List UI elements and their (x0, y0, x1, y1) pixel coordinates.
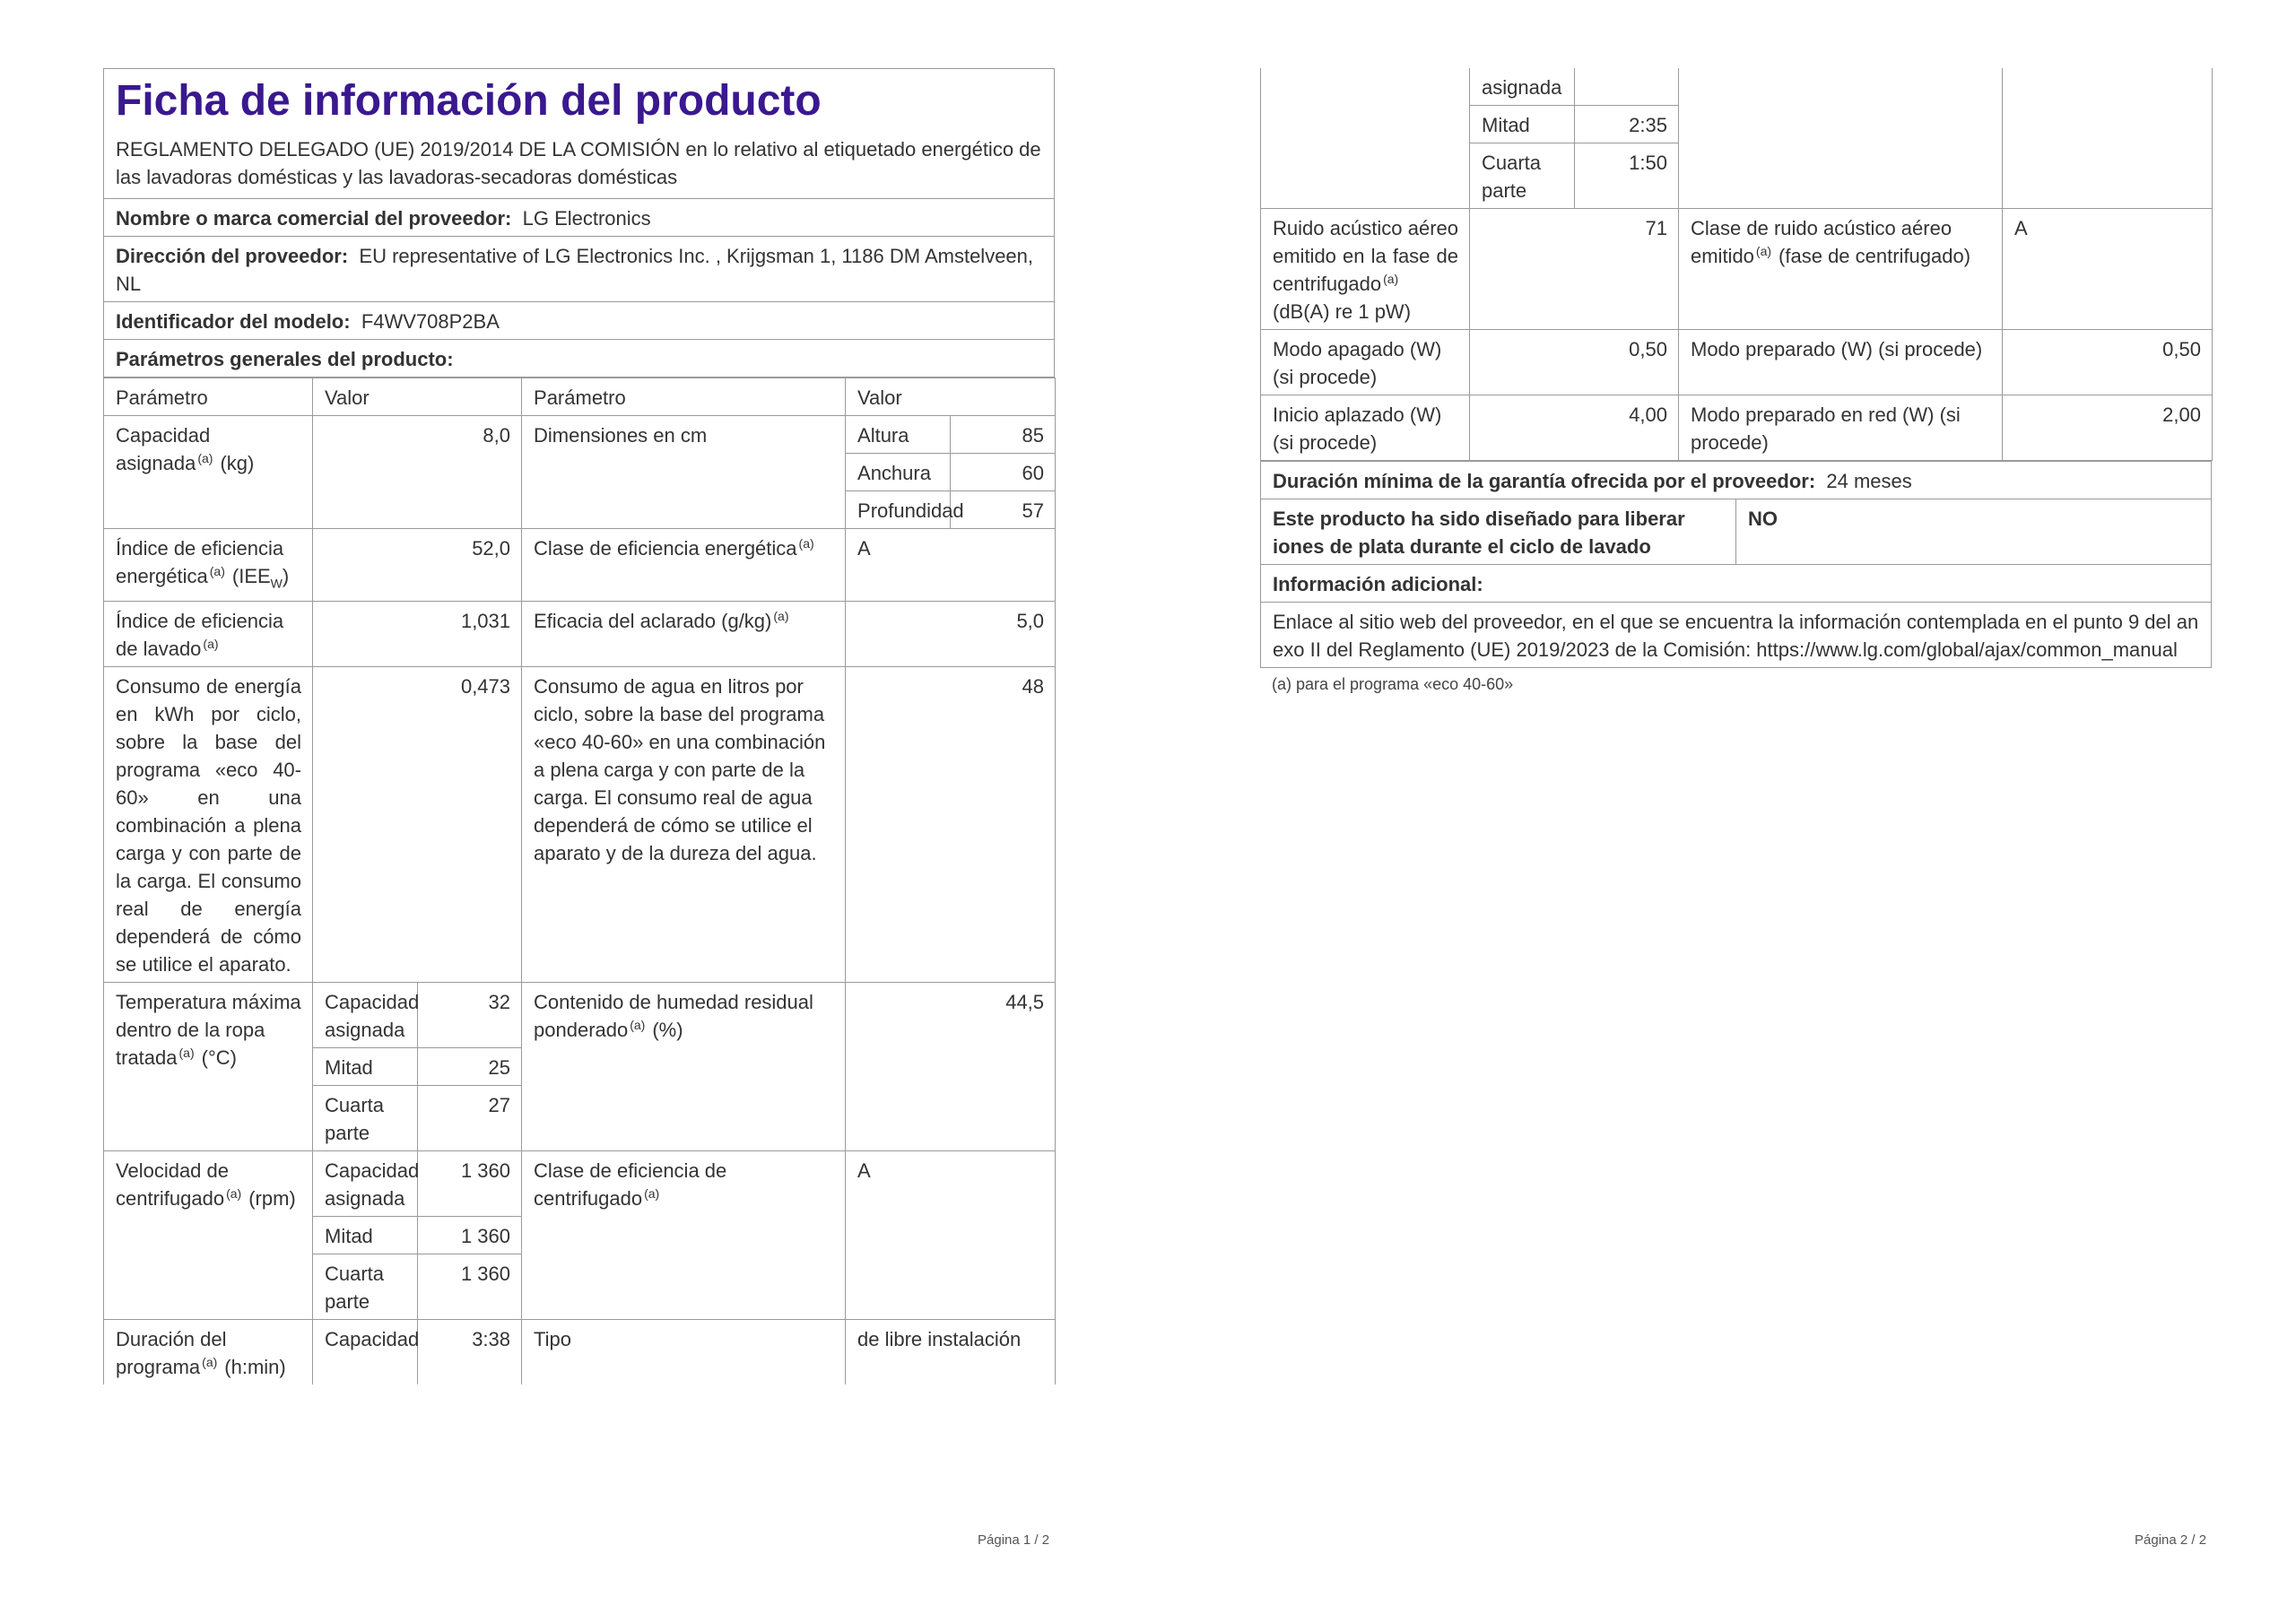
footnote-mark: (a) (197, 451, 213, 465)
noise-class-unit: (fase de centrifugado) (1779, 245, 1971, 267)
page-number-1: Página 1 / 2 (978, 1532, 1050, 1548)
water-consumption-value: 48 (846, 667, 1056, 983)
rinse-value: 5,0 (846, 602, 1056, 667)
temp-half-value: 25 (418, 1048, 522, 1086)
eei-label-cell (104, 529, 313, 602)
network-standby-label: Modo preparado en red (W) (si procede) (1679, 395, 2003, 461)
info-table (1260, 461, 2212, 668)
width-value: 60 (951, 454, 1056, 491)
depth-value: 57 (951, 491, 1056, 529)
capacity-label-cell (104, 416, 313, 529)
duration-load-full-rest: asignada (1470, 68, 1575, 106)
duration-continued-label (1261, 68, 1470, 209)
duration-full-value: 3:38 (418, 1320, 522, 1385)
title-cell (104, 69, 1055, 199)
depth-label: Profundidad (846, 491, 951, 529)
silver-ions-value: NO (1736, 499, 2212, 565)
capacity-unit: (kg) (220, 452, 255, 474)
footnote-mark: (a) (226, 1186, 242, 1202)
off-mode-value: 0,50 (1470, 330, 1679, 395)
type-continued-label (1679, 68, 2003, 209)
noise-class-value: A (2003, 209, 2213, 330)
wash-index-label-cell (104, 602, 313, 667)
col-param: Parámetro (104, 378, 313, 416)
page-number-2: Página 2 / 2 (2135, 1532, 2207, 1548)
spin-label-cell (104, 1151, 313, 1320)
type-continued-value (2003, 68, 2213, 209)
footnote-mark: (a) (773, 609, 789, 624)
energy-class-label: Clase de eficiencia energética (534, 537, 797, 560)
footnote-mark: (a) (1383, 272, 1399, 286)
warranty-label: Duración mínima de la garantía ofrecida por el proveedor: (1273, 470, 1816, 492)
energy-class-value: A (846, 529, 1056, 602)
capacity-value: 8,0 (313, 416, 522, 529)
temp-load-half: Mitad (313, 1048, 418, 1086)
rinse-label: Eficacia del aclarado (g/kg) (534, 610, 772, 633)
spin-class-value: A (846, 1151, 1056, 1320)
temp-load-full: Capacidad asignada (313, 983, 418, 1048)
spin-load-full: Capacidad asignada (313, 1151, 418, 1217)
model-label: Identificador del modelo: (116, 310, 351, 333)
noise-label-cell (1261, 209, 1470, 330)
general-params-heading: Parámetros generales del producto: (104, 340, 1055, 378)
eei-unit-close: ) (282, 565, 290, 587)
continued-params-table (1260, 68, 2213, 461)
noise-value: 71 (1470, 209, 1679, 330)
noise-class-label-cell (1679, 209, 2003, 330)
spin-quarter-value: 1 360 (418, 1254, 522, 1320)
spin-unit: (rpm) (248, 1187, 296, 1211)
moisture-unit: (%) (652, 1019, 683, 1042)
header-table (103, 68, 1055, 378)
page-1 (103, 68, 1055, 1384)
spin-class-label: Clase de eficiencia de centrifugado (534, 1159, 727, 1211)
eei-unit-sub: W (270, 576, 283, 591)
additional-info-text: Enlace al sitio web del proveedor, en el que se encuentra la información contemplada en el punto 9 del anexo II del Reglamento (UE) 2019/2023 de la Comisión: https://www.lg.com/global/ajax/common_manual (1261, 603, 2212, 668)
col-param-2: Parámetro (522, 378, 846, 416)
wash-index-label: Índice de eficiencia de lavado (116, 610, 284, 661)
duration-load-full-partial: Capacidad (313, 1320, 418, 1385)
spin-load-half: Mitad (313, 1217, 418, 1254)
temp-full-value: 32 (418, 983, 522, 1048)
type-label: Tipo (522, 1320, 846, 1385)
additional-info-heading: Información adicional: (1261, 565, 2212, 603)
footnote-mark: (a) (630, 1018, 646, 1033)
params-table (103, 378, 1056, 1384)
supplier-name-value: LG Electronics (522, 207, 651, 230)
temp-quarter-value: 27 (418, 1086, 522, 1151)
model-row (104, 302, 1055, 340)
duration-quarter-value: 1:50 (1575, 143, 1679, 209)
footnote-mark: (a) (798, 536, 814, 551)
supplier-name-label: Nombre o marca comercial del proveedor: (116, 207, 512, 230)
warranty-row (1261, 462, 2212, 499)
silver-ions-label: Este producto ha sido diseñado para liberar iones de plata durante el ciclo de lavado (1261, 499, 1736, 565)
footnote-mark: (a) (209, 564, 225, 578)
wash-index-value: 1,031 (313, 602, 522, 667)
page-title: Ficha de información del producto (116, 77, 822, 125)
height-value: 85 (951, 416, 1056, 454)
energy-consumption-value: 0,473 (313, 667, 522, 983)
standby-label: Modo preparado (W) (si procede) (1679, 330, 2003, 395)
spin-label: Velocidad de centrifugado (116, 1159, 229, 1211)
supplier-address-row (104, 237, 1055, 302)
noise-label: Ruido acústico aéreo emitido en la fase de centrifugado (1273, 217, 1458, 295)
standby-value: 0,50 (2003, 330, 2213, 395)
capacity-label: Capacidad asignada (116, 424, 211, 474)
delay-start-value: 4,00 (1470, 395, 1679, 461)
eei-label: Índice de eficiencia energética (116, 537, 284, 587)
params-header-row (104, 378, 1056, 416)
temperature-label: Temperatura máxima dentro de la ropa tratada (116, 991, 301, 1070)
supplier-address-label: Dirección del proveedor: (116, 245, 349, 267)
footnote-mark: (a) (1755, 244, 1772, 258)
duration-full-continued (1575, 68, 1679, 106)
footnote-mark: (a) (203, 637, 219, 652)
footnote-mark: (a) (178, 1046, 195, 1061)
energy-class-label-cell (522, 529, 846, 602)
spin-half-value: 1 360 (418, 1217, 522, 1254)
duration-label-cell (104, 1320, 313, 1385)
dimensions-label: Dimensiones en cm (522, 416, 846, 529)
footnote: (a) para el programa «eco 40-60» (1272, 675, 1514, 693)
duration-load-half: Mitad (1470, 106, 1575, 143)
temp-load-quarter: Cuarta parte (313, 1086, 418, 1151)
spin-load-quarter: Cuarta parte (313, 1254, 418, 1320)
network-standby-value: 2,00 (2003, 395, 2213, 461)
eei-unit: (IEE (231, 565, 271, 587)
duration-half-value: 2:35 (1575, 106, 1679, 143)
noise-unit: (dB(A) re 1 pW) (1273, 300, 1412, 323)
temperature-unit: (°C) (201, 1046, 237, 1070)
col-value-2: Valor (846, 378, 1056, 416)
water-consumption-label: Consumo de agua en litros por ciclo, sobre la base del programa «eco 40-60» en una combinación a plena carga y con parte de la carga. El consumo real de agua dependerá de cómo se utilice el aparato y de la dureza del agua. (522, 667, 846, 983)
delay-start-label: Inicio aplazado (W) (si procede) (1261, 395, 1470, 461)
footnote-mark: (a) (202, 1355, 218, 1370)
type-value: de libre instalación (846, 1320, 1056, 1385)
warranty-value: 24 meses (1826, 470, 1912, 492)
duration-unit: (h:min) (224, 1356, 286, 1379)
noise-class-label: Clase de ruido acústico aéreo emitido (1691, 217, 1952, 267)
page-2 (1260, 0, 2212, 694)
temperature-label-cell (104, 983, 313, 1151)
model-value: F4WV708P2BA (361, 310, 500, 333)
eei-value: 52,0 (313, 529, 522, 602)
off-mode-label: Modo apagado (W) (si procede) (1261, 330, 1470, 395)
footnote-mark: (a) (644, 1186, 660, 1202)
moisture-label-cell (522, 983, 846, 1151)
col-value: Valor (313, 378, 522, 416)
duration-load-quarter: Cuarta parte (1470, 143, 1575, 209)
supplier-name-row (104, 199, 1055, 237)
supplier-address-value: EU representative of LG Electronics Inc. , Krijgsman 1, 1186 DM Amstelveen, NL (116, 245, 1034, 295)
regulation-subtitle: REGLAMENTO DELEGADO (UE) 2019/2014 DE LA COMISIÓN en lo relativo al etiquetado energético de las lavadoras domésticas y las lavadoras-secadoras domésticas (116, 138, 1041, 188)
duration-label: Duración del programa (116, 1328, 227, 1379)
moisture-label: Contenido de humedad residual ponderado (534, 991, 813, 1042)
spin-full-value: 1 360 (418, 1151, 522, 1217)
height-label: Altura (846, 416, 951, 454)
spin-class-label-cell (522, 1151, 846, 1320)
width-label: Anchura (846, 454, 951, 491)
rinse-label-cell (522, 602, 846, 667)
moisture-value: 44,5 (846, 983, 1056, 1151)
energy-consumption-label: Consumo de energía en kWh por ciclo, sobre la base del programa «eco 40-60» en una combinación a plena carga y con parte de la carga. El consumo real de energía dependerá de cómo se utilice el aparato. (104, 667, 313, 983)
